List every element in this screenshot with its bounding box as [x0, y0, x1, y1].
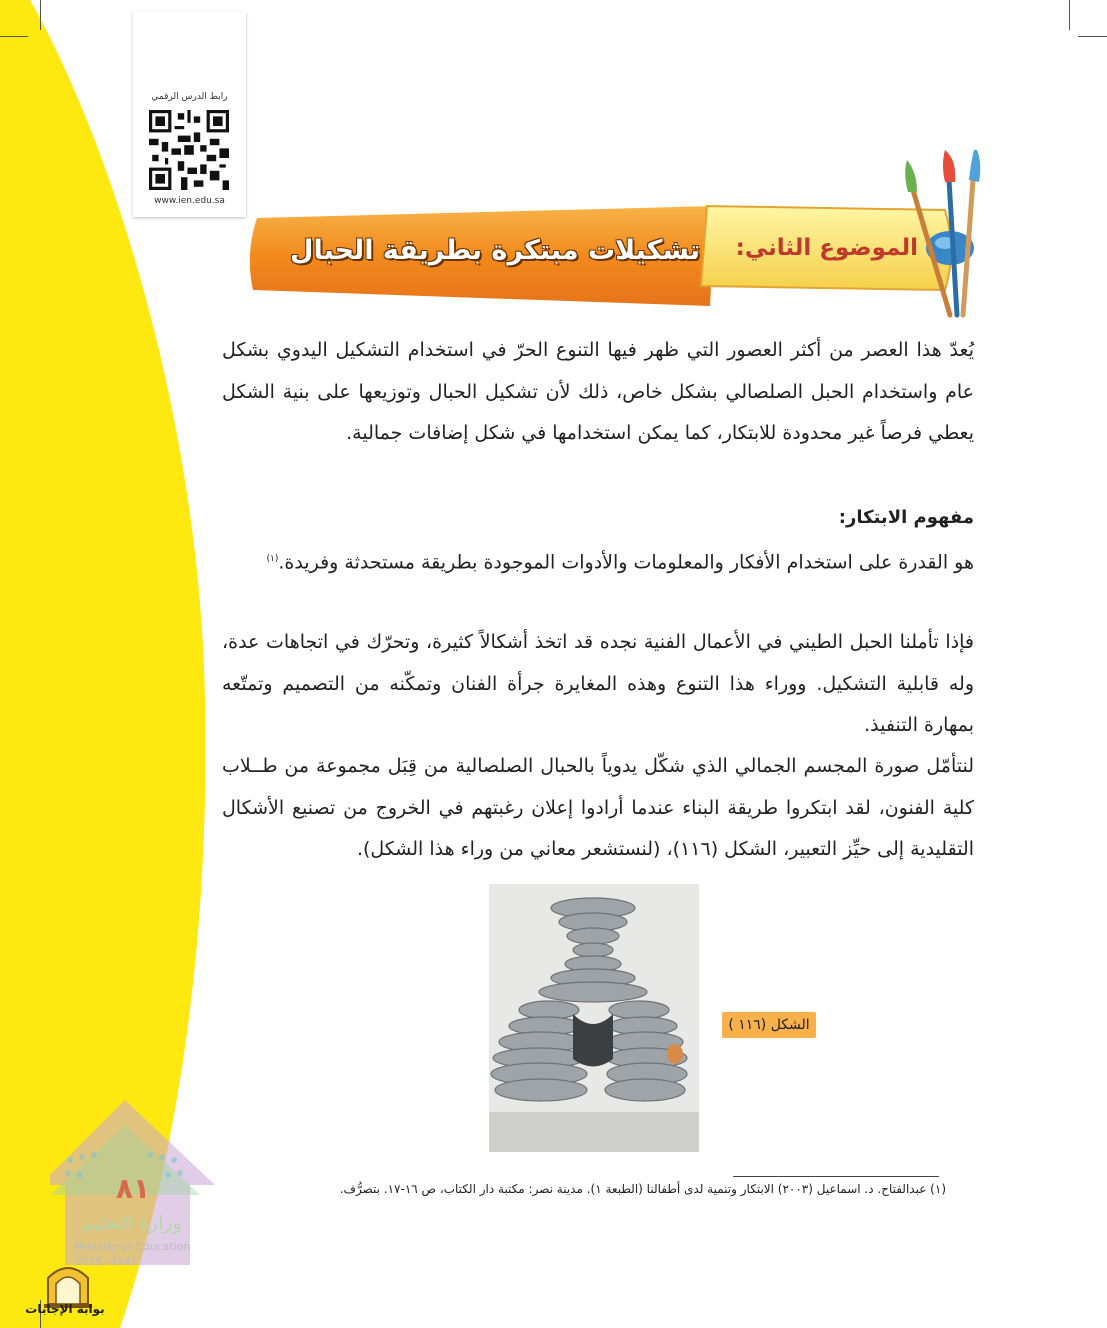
- crop-mark: [40, 0, 41, 30]
- topic-title: تشكيلات مبتكرة بطريقة الحبال: [290, 235, 700, 266]
- page-number: ٨١: [115, 1172, 151, 1205]
- qr-url[interactable]: www.ien.edu.sa: [154, 196, 225, 206]
- digital-lesson-card[interactable]: [133, 12, 246, 217]
- paragraph-sculpture: لنتأمّل صورة المجسم الجمالي الذي شكّل يدوياً بالحبال الصلصالية من قِبَل مجموعة من طــلاب كلية الفنون، لقد ابتكروا طريقة البناء عندما أرادوا إعلان رغبتهم في الخروج من تصنيع الأشكال التقليدية إلى حيِّز التعبير، الشكل (١١٦)، (لنستشعر معاني من وراء هذا الشكل).: [222, 755, 974, 860]
- crop-mark: [0, 36, 28, 37]
- paragraph-definition: [222, 539, 974, 584]
- clay-rope-sculpture-photo: [489, 884, 699, 1152]
- figure-label: الشكل (١١٦ ): [722, 1012, 816, 1038]
- paragraph-rope-forms: فإذا تأملنا الحبل الطيني في الأعمال الفنية نجده قد اتخذ أشكالاً كثيرة، وتحرّك في اتجاهات عدة، وله قابلية التشكيل. ووراء هذا التنوع وهذه المغايرة جرأة الفنان وتمكّنه من التصميم وتمتّعه بمهارة التنفيذ.: [222, 631, 974, 736]
- crop-mark: [1078, 36, 1107, 37]
- qr-code-icon[interactable]: [149, 110, 229, 190]
- paragraph-intro: يُعدّ هذا العصر من أكثر العصور التي ظهر فيها التنوع الحرّ في استخدام التشكيل اليدوي بشكل عام واستخدام الحبل الصلصالي بشكل خاص، ذلك لأن تشكيل الحبال وتوزيعها على بنية الشكل يعطي فرصاً غير محدودة للابتكار، كما يمكن استخدامها في شكل إضافات جمالية.: [222, 339, 974, 444]
- qr-caption: رابط الدرس الرقمي: [151, 92, 228, 102]
- ministry-name-arabic: وزارة التعليم: [82, 1212, 182, 1234]
- footnote-reference[interactable]: (١): [266, 554, 279, 564]
- footnote-divider: [733, 1176, 939, 1177]
- edition-year: 2025 - 1447: [76, 1257, 137, 1268]
- topic-label: الموضوع الثاني:: [735, 235, 918, 261]
- answers-gate-text: بوابة الإجابات: [25, 1302, 105, 1316]
- footnote: (١) عبدالفتاح. د. اسماعيل (٢٠٠٣) الابتكار وتنمية لدى أطفالنا (الطبعة ١). مدينة نصر: مكتبة دار الكتاب، ص ١٦-١٧. بتصرُّف.: [339, 1182, 946, 1196]
- definition-text: هو القدرة على استخدام الأفكار والمعلومات والأدوات الموجودة بطريقة مستحدثة وفريدة.: [278, 551, 974, 574]
- crop-mark: [1069, 0, 1070, 30]
- ministry-name-english: Ministry of Education: [74, 1240, 191, 1253]
- section-heading: مفهوم الابتكار:: [838, 507, 974, 528]
